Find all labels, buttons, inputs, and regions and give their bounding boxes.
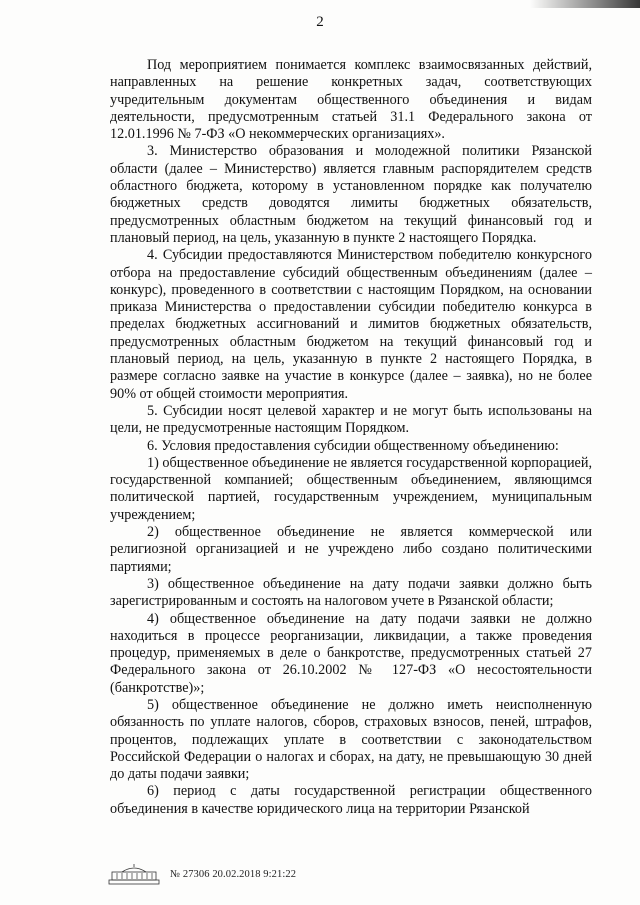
building-stamp-icon <box>108 863 160 885</box>
paragraph-6: 6. Условия предоставления субсидии общественному объединению: <box>147 437 559 454</box>
list-item-5: 5) общественное объединение не должно иметь неисполненную обязанность по уплате налогов, сборов, страховых взносов, пеней, штрафов, процентов, подлежащих уплате в соответствии с законодательством Российской Федерации о налогах и сборах, на дату, не превышающую 30 дней до даты подачи заявки; <box>110 696 592 783</box>
list-item-6: 6) период с даты государственной регистрации общественного объединения в качестве юридического лица на территории Рязанской <box>110 783 592 817</box>
list-item-1: 1) общественное объединение не является государственной корпорацией, государственной компанией; общественным объединением, являющимся политической партией, государственным учреждением, муниципальным учреждением; <box>110 454 592 523</box>
scan-shadow <box>530 0 640 8</box>
registration-number: № 27306 20.02.2018 9:21:22 <box>170 868 297 880</box>
paragraph-4: 4. Субсидии предоставляются Министерством победителю конкурсного отбора на предоставление субсидий общественным объединениям (далее – конкурс), проведенного в соответствии с настоящим Порядком, на основании приказа Министерства о предоставлении субсидии победителю конкурса в пределах бюджетных ассигнований и лимитов бюджетных обязательств, предусмотренных областным бюджетом на текущий финансовый год и плановый период, на цель, указанную в пункте 2 настоящего Порядка, в размере согласно заявке на участие в конкурсе (далее – заявка), но не более 90% от общей стоимости мероприятия. <box>110 247 592 402</box>
paragraph-5: 5. Субсидии носят целевой характер и не могут быть использованы на цели, не предусмотренные настоящим Порядком. <box>110 402 592 437</box>
paragraph-3: 3. Министерство образования и молодежной политики Рязанской области (далее – Министерство) является главным распорядителем средств областного бюджета, которому в установленном порядке как получателю бюджетных средств доводятся лимиты бюджетных обязательств, предусмотренных областным бюджетом на текущий финансовый год и плановый период, на цель, указанную в пункте 2 настоящего Порядка. <box>110 143 592 246</box>
page-number: 2 <box>316 14 324 30</box>
list-item-3: 3) общественное объединение на дату подачи заявки должно быть зарегистрированным и состоять на налоговом учете в Рязанской области; <box>110 575 592 610</box>
document-body <box>110 57 592 818</box>
paragraph-intro: Под мероприятием понимается комплекс взаимосвязанных действий, направленных на решение конкретных задач, соответствующих учредительным документам общественного объединения и видам деятельности, предусмотренным статьей 31.1 Федерального закона от 12.01.1996 № 7-ФЗ «О некоммерческих организациях». <box>110 57 592 143</box>
list-item-2: 2) общественное объединение не является коммерческой или религиозной организацией и не учреждено либо создано политическими партиями; <box>110 524 592 575</box>
list-item-4: 4) общественное объединение на дату подачи заявки не должно находиться в процессе реорганизации, ликвидации, а также проведения процедур, применяемых в деле о банкротстве, предусмотренных статьей 27 Федерального закона от 26.10.2002 № 127-ФЗ «О несостоятельности (банкротстве)»; <box>110 610 592 696</box>
registration-footer <box>108 862 296 886</box>
